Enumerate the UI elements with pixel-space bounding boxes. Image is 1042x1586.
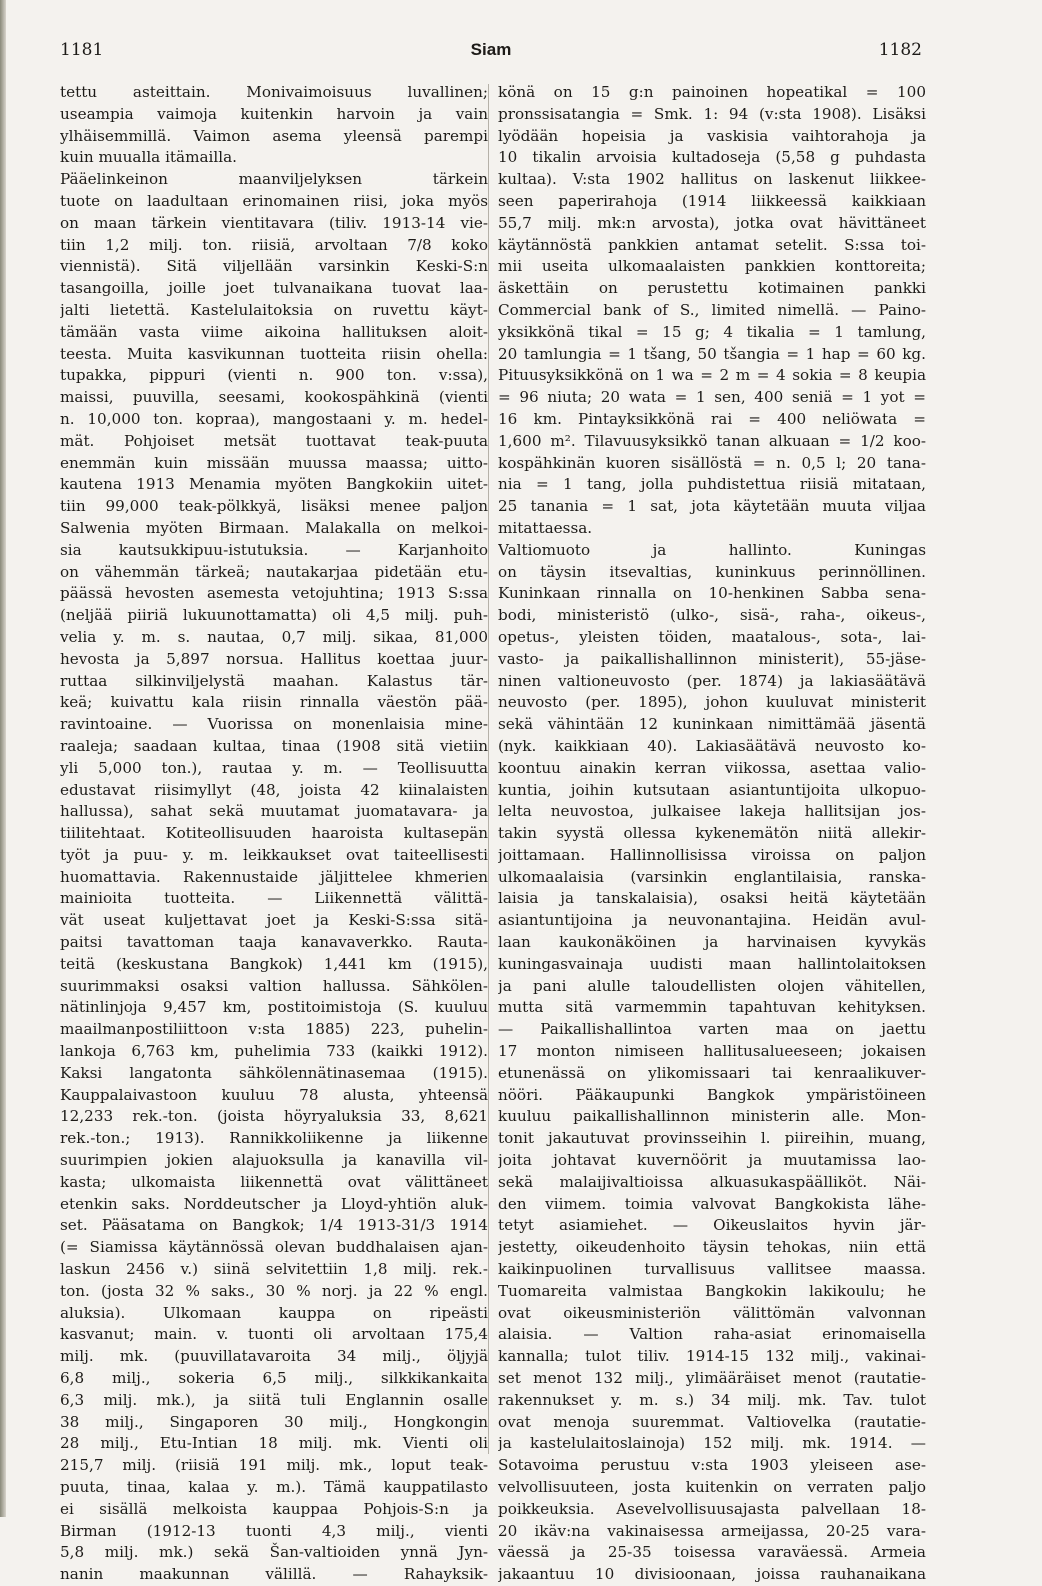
text-line: Pääelinkeinon maanviljelyksen tärkein (60, 170, 488, 189)
text-line: Kauppalaivastoon kuuluu 78 alusta, yhteensä (60, 1085, 488, 1104)
text-line: väessä ja 25-35 toisessa varaväessä. Armeia (498, 1543, 926, 1562)
text-line: ravintoaine. — Vuorissa on monenlaisia mine- (60, 715, 488, 734)
text-line: suurimmaksi osaksi valtion hallussa. Sähkölen- (60, 976, 488, 995)
text-line: nööri. Pääkaupunki Bangkok ympäristöineen (498, 1085, 926, 1104)
text-line: 6,3 milj. mk.), ja siitä tuli Englannin osalle (60, 1390, 488, 1409)
text-line: set. Pääsatama on Bangkok; 1/4 1913-31/3 1914 (60, 1216, 488, 1235)
text-line: 12,233 rek.-ton. (joista höyryaluksia 33, 8,621 (60, 1107, 488, 1126)
text-line: n. 10,000 ton. kopraa), mangostaani y. m. hedel- (60, 409, 488, 428)
text-line: jestetty, oikeudenhoito täysin tehokas, niin että (498, 1238, 926, 1257)
text-line: pronssisatangia = Smk. 1: 94 (v:sta 1908). Lisäksi (498, 104, 926, 123)
text-line: Valtiomuoto ja hallinto. Kuningas (498, 540, 926, 559)
text-line: kuningasvainaja uudisti maan hallintolaitoksen (498, 954, 926, 973)
text-line: Commercial bank of S., limited nimellä. — Paino- (498, 300, 926, 319)
text-line: tasangoilla, joille joet tulvanaikana tuovat laa- (60, 279, 488, 298)
text-line: keä; kuivattu kala riisin rinnalla väestön pää- (60, 693, 488, 712)
text-line: kasvanut; main. v. tuonti oli arvoltaan 175,4 (60, 1325, 488, 1344)
text-line: asiantuntijoina ja neuvonantajina. Heidän avul- (498, 911, 926, 930)
text-line: aluksia). Ulkomaan kauppa on ripeästi (60, 1303, 488, 1322)
text-line: jalti lietettä. Kastelulaitoksia on ruvettu käyt- (60, 300, 488, 319)
text-line: velvollisuuteen, josta kuitenkin on verraten paljo (498, 1478, 926, 1496)
text-line: (nyk. kaikkiaan 40). Lakiasäätävä neuvosto ko- (498, 736, 926, 755)
text-line: kuuluu paikallishallinnon ministerin alle. Mon- (498, 1107, 926, 1126)
text-line: tonit jakautuvat provinsseihin l. piireihin, muang, (498, 1129, 926, 1148)
text-line: tiilitehtaat. Kotiteollisuuden haaroista kultasepän (60, 824, 488, 843)
text-line: Kaksi langatonta sähkölennätinasemaa (1915). (60, 1063, 488, 1082)
text-line: = 96 niuta; 20 wata = 1 sen, 400 seniä = 1 yot = (498, 388, 926, 407)
text-line: (= Siamissa käytännössä olevan buddhalaisen ajan- (60, 1238, 488, 1257)
text-line: ovat oikeusministeriön välittömän valvonnan (498, 1303, 926, 1322)
text-line: opetus-, yleisten töiden, maatalous-, sota-, lai- (498, 627, 926, 646)
text-line: vasto- ja paikallishallinnon ministerit), 55-jäse- (498, 649, 926, 668)
text-line: sekä malaijivaltioissa alkuasukaspäälliköt. Näi- (498, 1172, 926, 1191)
text-line: teesta. Muita kasvikunnan tuotteita riisin ohella: (60, 344, 488, 363)
text-line: mii useita ulkomaalaisten pankkien konttoreita; (498, 257, 926, 276)
text-line: useampia vaimoja kuitenkin harvoin ja vain (60, 104, 488, 123)
text-line: bodi, ministeristö (ulko-, sisä-, raha-, oikeus-, (498, 606, 926, 625)
text-line: mitattaessa. (498, 518, 593, 537)
text-line: nanin maakunnan välillä. — Rahayksik- (60, 1565, 488, 1584)
text-line: kannalla; tulot tiliv. 1914-15 132 milj., vakinai- (498, 1347, 926, 1366)
text-line: lankoja 6,763 km, puhelimia 733 (kaikki 1912). (60, 1042, 488, 1061)
text-line: 16 km. Pintayksikkönä rai = 400 neliöwata = (498, 409, 926, 428)
text-line: tämään vasta viime aikoina hallituksen aloit- (60, 322, 488, 341)
text-line: tiin 99,000 teak-pölkkyä, lisäksi menee paljon (60, 497, 488, 516)
text-line: mutta sitä varmemmin tapahtuvan kehityksen. (498, 998, 926, 1017)
text-line: koontuu ainakin kerran viikossa, asettaa valio- (498, 758, 926, 777)
text-line: ylhäisemmillä. Vaimon asema yleensä parempi (60, 126, 488, 145)
text-line: Sotavoima perustuu v:sta 1903 yleiseen ase- (498, 1456, 926, 1475)
text-line: teitä (keskustana Bangkok) 1,441 km (1915), (60, 954, 488, 973)
text-line: hallussa), sahat sekä muutamat juomatavara- ja (60, 802, 488, 821)
text-line: — Paikallishallintoa varten maa on jaettu (498, 1020, 926, 1039)
text-line: kautena 1913 Menamia myöten Bangkokiin uitet- (60, 475, 488, 494)
text-line: on maan tärkein vientitavara (tiliv. 1913-14 vie- (60, 213, 488, 232)
text-line: ja pani alulle taloudellisten olojen vähitellen, (498, 976, 926, 995)
text-line: joittamaan. Hallinnollisissa viroissa on paljon (498, 845, 926, 864)
text-line: 215,7 milj. (riisiä 191 milj. mk., loput teak- (60, 1456, 488, 1475)
text-line: tuote on laadultaan erinomainen riisi, joka myös (60, 191, 488, 210)
text-line: paitsi tavattoman taaja kanavaverkko. Rauta- (60, 933, 488, 952)
text-line: maailmanpostiliittoon v:sta 1885) 223, puhelin- (60, 1020, 488, 1039)
text-line: kaikinpuolinen turvallisuus vallitsee maassa. (498, 1260, 926, 1279)
text-line: laisia ja tanskalaisia), osaksi heitä käytetään (498, 889, 926, 908)
text-line: ei sisällä melkoista kauppaa Pohjois-S:n ja (60, 1499, 488, 1518)
text-line: tettu asteittain. Monivaimoisuus luvallinen; (60, 83, 488, 101)
text-line: kasta; ulkomaista liikennettä ovat välittäneet (60, 1172, 488, 1191)
text-line: päässä hevosten asemesta vetojuhtina; 1913 S:ssa (60, 584, 488, 603)
page-binding-edge (0, 0, 6, 1517)
text-line: työt ja puu- y. m. leikkaukset ovat taiteellisesti (60, 845, 488, 864)
text-line: joita johtavat kuvernöörit ja muutamissa lao- (498, 1151, 926, 1170)
text-line: 20 tamlungia = 1 tšang, 50 tšangia = 1 hap = 60 kg. (498, 344, 926, 363)
text-line: Kuninkaan rinnalla on 10-henkinen Sabba sena- (498, 584, 926, 603)
text-line: kuntia, joihin kutsutaan asiantuntijoita ulkopuo- (498, 780, 926, 799)
text-line: 6,8 milj., sokeria 6,5 milj., silkkikankaita (60, 1369, 488, 1388)
text-line: neuvosto (per. 1895), johon kuuluvat ministerit (498, 693, 926, 712)
text-line: rakennukset y. m. s.) 34 milj. mk. Tav. tulot (498, 1390, 926, 1409)
text-line: mät. Pohjoiset metsät tuottavat teak-puuta (60, 431, 488, 450)
text-line: vät useat kuljettavat joet ja Keski-S:ssa sitä- (60, 911, 488, 930)
text-line: sia kautsukkipuu-istutuksia. — Karjanhoito (60, 540, 488, 559)
text-line: etunenässä on ylikomissaari tai kenraalikuver- (498, 1063, 926, 1082)
text-line: suurimpien jokien alajuoksulla ja kanavilla vil- (60, 1151, 488, 1170)
text-line: on täysin itsevaltias, kuninkuus perinnöllinen. (498, 562, 926, 581)
left-column (60, 82, 488, 1586)
text-line: etenkin saks. Norddeutscher ja Lloyd-yhtiön aluk- (60, 1194, 488, 1213)
text-line: (neljää piiriä lukuunottamatta) oli 4,5 milj. puh- (60, 606, 488, 625)
text-line: viennistä). Sitä viljellään varsinkin Keski-S:n (60, 257, 488, 276)
text-line: äskettäin on perustettu kotimainen pankki (498, 279, 926, 298)
text-line: huomattavia. Rakennustaide jäljittelee khmerien (60, 867, 488, 886)
column-divider (488, 84, 489, 1454)
text-line: kuin muualla itämailla. (60, 148, 237, 167)
text-line: nia = 1 tang, jolla puhdistettua riisiä mitataan, (498, 475, 926, 494)
text-line: 17 monton nimiseen hallitusalueeseen; jokaisen (498, 1042, 926, 1061)
text-line: 20 ikäv:na vakinaisessa armeijassa, 20-25 vara- (498, 1521, 926, 1540)
page-number-right: 1182 (878, 40, 922, 60)
text-line: lelta neuvostoa, julkaisee lakeja hallitsijan jos- (498, 802, 926, 821)
text-line: ulkomaalaisia (varsinkin englantilaisia, ranska- (498, 867, 926, 886)
text-line: rek.-ton.; 1913). Rannikkoliikenne ja liikenne (60, 1129, 488, 1148)
text-line: yksikkönä tikal = 15 g; 4 tikalia = 1 tamlung, (498, 322, 926, 341)
text-line: ninen valtioneuvosto (per. 1874) ja lakiasäätävä (498, 671, 926, 690)
text-line: käytännöstä pankkien antamat setelit. S:ssa toi- (498, 235, 926, 254)
text-line: poikkeuksia. Asevelvollisuusajasta palvellaan 18- (498, 1499, 926, 1518)
text-line: puuta, tinaa, kalaa y. m.). Tämä kauppatilasto (60, 1478, 488, 1496)
text-line: kultaa). V:sta 1902 hallitus on laskenut liikkee- (498, 170, 926, 189)
text-line: ovat menoja suuremmat. Valtiovelka (rautatie- (498, 1412, 926, 1431)
text-line: edustavat riisimyllyt (48, joista 42 kiinalaisten (60, 780, 488, 799)
text-line: Salwenia myöten Birmaan. Malakalla on melkoi- (60, 518, 488, 537)
text-line: Pituusyksikkönä on 1 wa = 2 m = 4 sokia = 8 keupia (498, 366, 926, 385)
text-line: raaleja; saadaan kultaa, tinaa (1908 sitä vietiin (60, 736, 488, 755)
text-line: lyödään hopeisia ja vaskisia vaihtorahoja ja (498, 126, 926, 145)
text-line: maissi, puuvilla, seesami, kookospähkinä (vienti (60, 388, 488, 407)
text-line: 1,600 m². Tilavuusyksikkö tanan alkuaan = 1/2 koo- (498, 431, 926, 450)
page-number-left: 1181 (60, 40, 104, 60)
text-line: tupakka, pippuri (vienti n. 900 ton. v:ssa), (60, 366, 488, 385)
text-line: milj. mk. (puuvillatavaroita 34 milj., öljyjä (60, 1347, 488, 1366)
text-line: ruttaa silkinviljelystä maahan. Kalastus tär- (60, 671, 488, 690)
text-line: alaisia. — Valtion raha-asiat erinomaisella (498, 1325, 926, 1344)
text-line: yli 5,000 ton.), rautaa y. m. — Teollisuutta (60, 758, 488, 777)
text-line: könä on 15 g:n painoinen hopeatikal = 100 (498, 83, 926, 101)
text-line: ton. (josta 32 % saks., 30 % norj. ja 22 % engl. (60, 1281, 488, 1300)
text-line: Birman (1912-13 tuonti 4,3 milj., vienti (60, 1521, 488, 1540)
page-header (60, 40, 922, 66)
text-line: takin syystä ollessa kykenemätön niitä allekir- (498, 824, 926, 843)
text-line: seen paperirahoja (1914 liikkeessä kaikkiaan (498, 191, 926, 210)
text-line: on vähemmän tärkeä; nautakarjaa pidetään etu- (60, 562, 488, 581)
text-line: 28 milj., Etu-Intian 18 milj. mk. Vienti oli (60, 1434, 488, 1453)
right-column (498, 82, 926, 1586)
text-line: mainioita tuotteita. — Liikennettä välittä- (60, 889, 488, 908)
text-line: velia y. m. s. nautaa, 0,7 milj. sikaa, 81,000 (60, 627, 488, 646)
text-line: laskun 2456 v.) siinä selvitettiin 1,8 milj. rek.- (60, 1260, 488, 1279)
text-line: nätinlinjoja 9,457 km, postitoimistoja (S. kuuluu (60, 998, 488, 1017)
page-title: Siam (470, 40, 512, 59)
text-line: ja kastelulaitoslainoja) 152 milj. mk. 1914. — (498, 1434, 926, 1453)
text-line: tiin 1,2 milj. ton. riisiä, arvoltaan 7/8 koko (60, 235, 488, 254)
text-line: tetyt asiamiehet. — Oikeuslaitos hyvin jär- (498, 1216, 926, 1235)
text-line: den viimem. toimia valvovat Bangkokista lähe- (498, 1194, 926, 1213)
text-line: kospähkinän kuoren sisällöstä = n. 0,5 l; 20 tana- (498, 453, 926, 472)
text-line: 55,7 milj. mk:n arvosta), jotka ovat hävittäneet (498, 213, 926, 232)
text-line: jakaantuu 10 divisioonaan, joissa rauhanaikana (498, 1565, 926, 1584)
text-line: sekä vähintään 12 kuninkaan nimittämää jäsentä (498, 715, 926, 734)
text-line: hevosta ja 5,897 norsua. Hallitus koettaa juur- (60, 649, 488, 668)
text-line: 25 tanania = 1 sat, jota käytetään muuta viljaa (498, 497, 926, 516)
text-line: set menot 132 milj., ylimääräiset menot (rautatie- (498, 1369, 926, 1388)
text-line: laan kaukonäköinen ja harvinaisen kyvykäs (498, 933, 926, 952)
text-line: 10 tikalin arvoisia kultadoseja (5,58 g puhdasta (498, 148, 926, 167)
text-line: enemmän kuin missään muussa maassa; uitto- (60, 453, 488, 472)
text-line: 38 milj., Singaporen 30 milj., Hongkongin (60, 1412, 488, 1431)
text-line: 5,8 milj. mk.) sekä Šan-valtioiden ynnä Jyn- (60, 1543, 488, 1562)
text-line: Tuomareita valmistaa Bangkokin lakikoulu; he (498, 1281, 926, 1300)
